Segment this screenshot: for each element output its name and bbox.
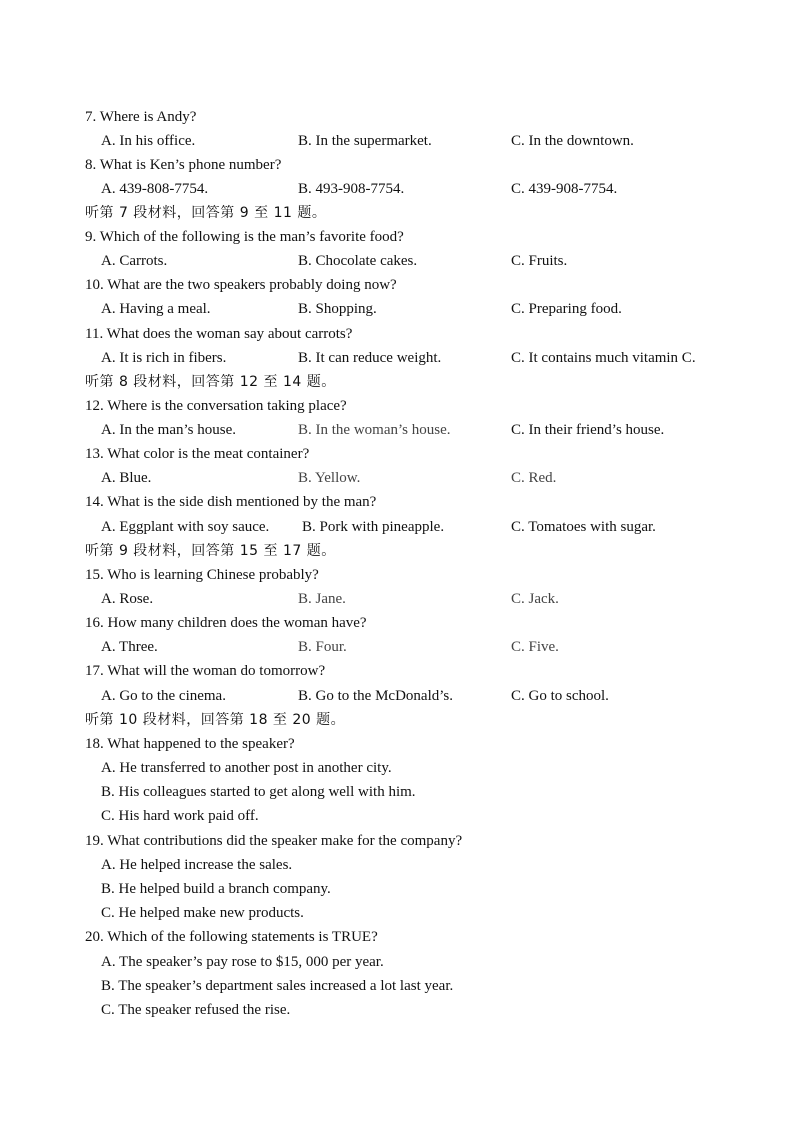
option-a: A. In his office. (101, 133, 196, 149)
option-row (0, 902, 794, 924)
section-heading-7: 听第 7 段材料，回答第 9 至 11 题。 (85, 205, 327, 221)
question-9: 9. Which of the following is the man’s favorite food? (85, 229, 404, 245)
option-a: A. Carrots. (101, 253, 168, 269)
question-15: 15. Who is learning Chinese probably? (85, 567, 319, 583)
option-a: A. He helped increase the sales. (101, 857, 293, 873)
options-14 (0, 516, 794, 538)
option-b: B. Yellow. (298, 470, 361, 486)
options-8 (0, 178, 794, 200)
option-c: C. In the downtown. (511, 133, 634, 149)
section-heading-8: 听第 8 段材料，回答第 12 至 14 题。 (85, 374, 336, 390)
option-row (0, 878, 794, 900)
option-b: B. In the woman’s house. (298, 422, 451, 438)
option-c: C. The speaker refused the rise. (101, 1002, 291, 1018)
option-b: B. Shopping. (298, 301, 377, 317)
option-a: A. Rose. (101, 591, 154, 607)
option-a: A. Blue. (101, 470, 152, 486)
options-10 (0, 298, 794, 320)
option-row (0, 805, 794, 827)
option-row (0, 975, 794, 997)
option-c: C. 439-908-7754. (511, 181, 618, 197)
option-c: C. Tomatoes with sugar. (511, 519, 656, 535)
option-b: B. He helped build a branch company. (101, 881, 331, 897)
question-13: 13. What color is the meat container? (85, 446, 310, 462)
option-c: C. In their friend’s house. (511, 422, 665, 438)
option-c: C. Red. (511, 470, 557, 486)
option-b: B. His colleagues started to get along well with him. (101, 784, 416, 800)
option-a: A. The speaker’s pay rose to $15, 000 per year. (101, 954, 384, 970)
option-b: B. Four. (298, 639, 347, 655)
option-a: A. Go to the cinema. (101, 688, 226, 704)
option-b: B. Pork with pineapple. (302, 519, 445, 535)
question-12: 12. Where is the conversation taking place? (85, 398, 347, 414)
option-c: C. Fruits. (511, 253, 568, 269)
option-b: B. Chocolate cakes. (298, 253, 418, 269)
option-a: A. Three. (101, 639, 158, 655)
option-a: A. Having a meal. (101, 301, 211, 317)
option-b: B. Jane. (298, 591, 346, 607)
option-c: C. It contains much vitamin C. (511, 350, 696, 366)
option-c: C. Go to school. (511, 688, 609, 704)
option-c: C. Five. (511, 639, 559, 655)
option-c: C. Jack. (511, 591, 559, 607)
option-b: B. It can reduce weight. (298, 350, 442, 366)
option-a: A. Eggplant with soy sauce. (101, 519, 270, 535)
options-7 (0, 130, 794, 152)
options-17 (0, 685, 794, 707)
question-14: 14. What is the side dish mentioned by the man? (85, 494, 377, 510)
option-row (0, 951, 794, 973)
option-b: B. 493-908-7754. (298, 181, 405, 197)
section-heading-9: 听第 9 段材料，回答第 15 至 17 题。 (85, 543, 336, 559)
option-b: B. The speaker’s department sales increased a lot last year. (101, 978, 454, 994)
options-11 (0, 347, 794, 369)
option-b: B. In the supermarket. (298, 133, 432, 149)
options-16 (0, 636, 794, 658)
option-row (0, 757, 794, 779)
question-7: 7. Where is Andy? (85, 109, 197, 125)
option-c: C. Preparing food. (511, 301, 622, 317)
option-row (0, 854, 794, 876)
option-c: C. His hard work paid off. (101, 808, 259, 824)
question-18: 18. What happened to the speaker? (85, 736, 295, 752)
question-11: 11. What does the woman say about carrots? (85, 326, 353, 342)
option-row (0, 781, 794, 803)
options-13 (0, 467, 794, 489)
options-12 (0, 419, 794, 441)
option-row (0, 999, 794, 1021)
question-17: 17. What will the woman do tomorrow? (85, 663, 326, 679)
question-16: 16. How many children does the woman have? (85, 615, 367, 631)
option-c: C. He helped make new products. (101, 905, 304, 921)
question-20: 20. Which of the following statements is TRUE? (85, 929, 378, 945)
question-8: 8. What is Ken’s phone number? (85, 157, 282, 173)
options-9 (0, 250, 794, 272)
option-a: A. In the man’s house. (101, 422, 236, 438)
options-15 (0, 588, 794, 610)
option-a: A. It is rich in fibers. (101, 350, 227, 366)
question-19: 19. What contributions did the speaker make for the company? (85, 833, 463, 849)
option-a: A. He transferred to another post in another city. (101, 760, 392, 776)
section-heading-10: 听第 10 段材料，回答第 18 至 20 题。 (85, 712, 346, 728)
question-10: 10. What are the two speakers probably doing now? (85, 277, 397, 293)
option-b: B. Go to the McDonald’s. (298, 688, 453, 704)
option-a: A. 439-808-7754. (101, 181, 209, 197)
